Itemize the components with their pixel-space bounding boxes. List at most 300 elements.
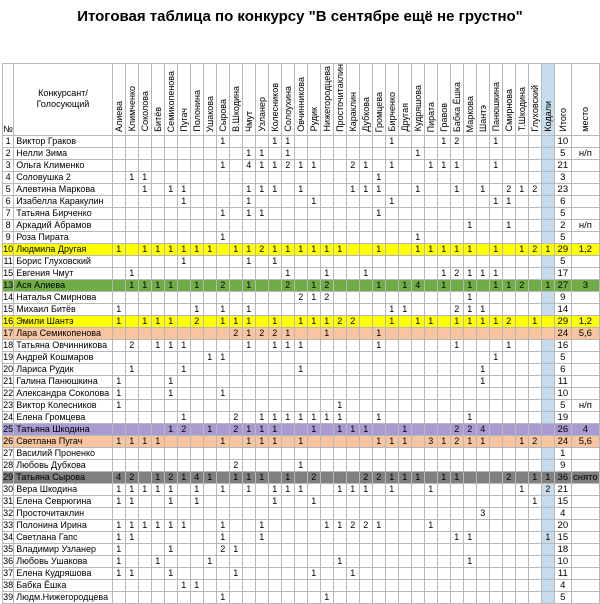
vote-cell — [268, 303, 281, 315]
vote-cell — [216, 339, 229, 351]
vote-cell: 2 — [528, 243, 541, 255]
judge-header — [320, 64, 333, 136]
vote-cell — [164, 363, 177, 375]
vote-cell — [112, 207, 125, 219]
vote-cell — [359, 591, 372, 603]
vote-cell — [112, 135, 125, 147]
vote-cell — [125, 555, 138, 567]
vote-cell — [372, 363, 385, 375]
vote-cell — [476, 159, 489, 171]
vote-cell — [528, 327, 541, 339]
ko-cell — [541, 591, 554, 603]
vote-cell — [359, 495, 372, 507]
place-cell — [571, 171, 599, 183]
vote-cell: 2 — [307, 471, 320, 483]
vote-cell — [333, 435, 346, 447]
vote-cell — [463, 579, 476, 591]
vote-cell — [424, 183, 437, 195]
vote-cell: 1 — [242, 471, 255, 483]
vote-cell: 1 — [372, 183, 385, 195]
vote-cell — [320, 423, 333, 435]
row-number: 37 — [3, 567, 14, 578]
vote-cell — [138, 375, 151, 387]
vote-cell — [346, 555, 359, 567]
vote-cell — [528, 579, 541, 591]
contestant-name: Бабка Ёшка — [14, 579, 112, 591]
judge-header — [528, 64, 541, 136]
vote-cell — [307, 579, 320, 591]
ko-cell — [541, 255, 554, 267]
vote-cell — [216, 399, 229, 411]
vote-cell — [398, 591, 411, 603]
vote-cell — [138, 255, 151, 267]
vote-cell: 1 — [112, 567, 125, 579]
vote-cell: 1 — [359, 159, 372, 171]
vote-cell — [216, 495, 229, 507]
vote-cell — [502, 555, 515, 567]
contestant-name: Евгения Чмут — [14, 267, 112, 279]
vote-cell: 1 — [177, 411, 190, 423]
vote-cell: 1 — [450, 531, 463, 543]
vote-cell — [112, 459, 125, 471]
table-row — [3, 351, 600, 363]
vote-cell — [112, 411, 125, 423]
vote-cell — [333, 135, 346, 147]
vote-cell — [411, 375, 424, 387]
vote-cell — [164, 435, 177, 447]
ko-cell — [541, 387, 554, 399]
vote-cell: 1 — [437, 471, 450, 483]
vote-cell — [112, 159, 125, 171]
vote-cell — [346, 447, 359, 459]
vote-cell — [320, 195, 333, 207]
vote-cell: 2 — [229, 411, 242, 423]
vote-cell — [515, 315, 528, 327]
vote-cell: 2 — [268, 327, 281, 339]
vote-cell — [320, 351, 333, 363]
vote-cell — [138, 267, 151, 279]
vote-cell — [502, 171, 515, 183]
vote-cell: 1 — [112, 543, 125, 555]
total-header — [554, 64, 571, 136]
vote-cell — [450, 483, 463, 495]
vote-cell — [294, 555, 307, 567]
vote-cell — [359, 387, 372, 399]
vote-cell: 1 — [164, 387, 177, 399]
vote-cell — [151, 567, 164, 579]
vote-cell: 1 — [242, 279, 255, 291]
vote-cell — [307, 255, 320, 267]
table-row — [3, 243, 600, 255]
vote-cell: 1 — [398, 435, 411, 447]
vote-cell — [320, 531, 333, 543]
vote-cell: 1 — [463, 555, 476, 567]
vote-cell: 2 — [346, 519, 359, 531]
table-row — [3, 531, 600, 543]
vote-cell — [216, 375, 229, 387]
vote-cell: 1 — [177, 183, 190, 195]
vote-cell — [268, 555, 281, 567]
vote-cell — [450, 447, 463, 459]
vote-cell — [216, 171, 229, 183]
vote-cell — [190, 231, 203, 243]
contestant-name: Полонина Ирина — [14, 519, 112, 531]
ko-cell — [541, 567, 554, 579]
vote-cell — [190, 219, 203, 231]
vote-cell — [515, 171, 528, 183]
vote-cell — [437, 207, 450, 219]
total-cell: 29 — [554, 315, 571, 327]
vote-cell: 1 — [437, 243, 450, 255]
vote-cell — [359, 543, 372, 555]
vote-cell — [515, 219, 528, 231]
vote-cell — [463, 339, 476, 351]
vote-cell: 1 — [385, 303, 398, 315]
vote-cell — [385, 291, 398, 303]
vote-cell — [346, 351, 359, 363]
vote-cell — [281, 579, 294, 591]
vote-cell: 1 — [151, 435, 164, 447]
vote-cell — [333, 171, 346, 183]
place-cell — [571, 591, 599, 603]
vote-cell — [216, 411, 229, 423]
vote-cell — [411, 327, 424, 339]
vote-cell — [489, 459, 502, 471]
vote-cell — [294, 543, 307, 555]
vote-cell — [138, 291, 151, 303]
vote-cell — [398, 531, 411, 543]
place-cell — [571, 351, 599, 363]
vote-cell — [177, 207, 190, 219]
contestant-name: Татьяна Шкодина — [14, 423, 112, 435]
contestant-name: Галина Панюшкина — [14, 375, 112, 387]
vote-cell — [476, 135, 489, 147]
vote-cell: 1 — [333, 243, 346, 255]
vote-cell — [489, 555, 502, 567]
vote-cell — [268, 519, 281, 531]
vote-cell — [346, 291, 359, 303]
vote-cell — [307, 303, 320, 315]
vote-cell — [424, 327, 437, 339]
vote-cell — [515, 387, 528, 399]
vote-cell: 1 — [216, 483, 229, 495]
vote-cell — [346, 495, 359, 507]
vote-cell: 1 — [242, 327, 255, 339]
row-number: 38 — [3, 579, 14, 590]
judge-header-label: Бирченко — [386, 92, 397, 132]
judge-header-label: Полонина — [191, 90, 202, 132]
place-cell: снято — [573, 471, 598, 483]
vote-cell — [463, 327, 476, 339]
vote-cell — [281, 171, 294, 183]
vote-cell: 1 — [216, 135, 229, 147]
vote-cell: 1 — [281, 147, 294, 159]
vote-cell: 1 — [164, 519, 177, 531]
vote-cell — [177, 531, 190, 543]
judge-header — [255, 64, 268, 136]
vote-cell — [281, 399, 294, 411]
vote-cell — [190, 183, 203, 195]
vote-cell — [307, 531, 320, 543]
vote-cell — [463, 159, 476, 171]
vote-cell — [151, 375, 164, 387]
vote-cell — [294, 207, 307, 219]
vote-cell — [528, 147, 541, 159]
vote-cell — [333, 507, 346, 519]
vote-cell — [333, 531, 346, 543]
vote-cell — [112, 579, 125, 591]
vote-cell — [190, 447, 203, 459]
vote-cell — [190, 459, 203, 471]
vote-cell — [424, 579, 437, 591]
vote-cell — [125, 183, 138, 195]
place-cell — [571, 531, 599, 543]
vote-cell — [502, 459, 515, 471]
vote-cell — [450, 567, 463, 579]
place-cell — [571, 255, 599, 267]
contestant-name: Михаил Битёв — [14, 303, 112, 315]
vote-cell: 1 — [138, 435, 151, 447]
vote-cell: 1 — [268, 423, 281, 435]
table-row — [3, 147, 600, 159]
vote-cell — [450, 351, 463, 363]
place-cell: 3 — [571, 279, 599, 291]
vote-cell — [359, 375, 372, 387]
vote-cell: 1 — [463, 291, 476, 303]
vote-cell — [320, 207, 333, 219]
vote-cell — [489, 531, 502, 543]
total-cell: 27 — [554, 279, 571, 291]
vote-cell: 2 — [320, 279, 333, 291]
vote-cell — [203, 459, 216, 471]
table-row — [3, 327, 600, 339]
vote-cell — [359, 327, 372, 339]
vote-cell — [255, 543, 268, 555]
vote-cell — [229, 171, 242, 183]
total-cell: 21 — [554, 159, 571, 171]
vote-cell — [151, 171, 164, 183]
vote-cell — [398, 183, 411, 195]
row-number: 6 — [3, 195, 14, 207]
vote-cell — [385, 567, 398, 579]
vote-cell — [229, 591, 242, 603]
vote-cell — [476, 207, 489, 219]
vote-cell — [229, 579, 242, 591]
vote-cell — [346, 459, 359, 471]
vote-cell — [528, 399, 541, 411]
vote-cell: 1 — [372, 279, 385, 291]
vote-cell: 1 — [294, 411, 307, 423]
vote-cell — [268, 219, 281, 231]
table-row — [3, 195, 600, 207]
vote-cell: 1 — [294, 315, 307, 327]
vote-cell — [255, 399, 268, 411]
vote-cell: 1 — [333, 411, 346, 423]
vote-cell: 1 — [385, 315, 398, 327]
header-row — [3, 64, 600, 136]
vote-cell — [372, 255, 385, 267]
vote-cell: 1 — [190, 279, 203, 291]
vote-cell — [294, 303, 307, 315]
place-cell — [571, 303, 599, 315]
vote-cell — [177, 507, 190, 519]
vote-cell — [372, 579, 385, 591]
vote-cell — [528, 591, 541, 603]
vote-cell — [190, 435, 203, 447]
vote-cell — [112, 171, 125, 183]
vote-cell — [229, 279, 242, 291]
vote-cell: 1 — [281, 135, 294, 147]
vote-cell — [307, 147, 320, 159]
ko-cell — [541, 303, 554, 315]
vote-cell — [502, 375, 515, 387]
judge-header-label: Караклин — [347, 92, 358, 132]
vote-cell — [242, 231, 255, 243]
vote-cell — [476, 411, 489, 423]
table-row — [3, 303, 600, 315]
vote-cell — [385, 243, 398, 255]
vote-cell — [437, 231, 450, 243]
judge-header — [268, 64, 281, 136]
vote-cell — [333, 387, 346, 399]
vote-cell — [372, 351, 385, 363]
vote-cell — [177, 291, 190, 303]
vote-cell — [424, 591, 437, 603]
vote-cell — [255, 291, 268, 303]
vote-cell: 1 — [411, 183, 424, 195]
vote-cell — [281, 255, 294, 267]
vote-cell — [346, 195, 359, 207]
vote-cell — [411, 459, 424, 471]
vote-cell — [476, 291, 489, 303]
vote-cell: 1 — [255, 159, 268, 171]
ko-cell — [541, 447, 554, 459]
vote-cell — [138, 195, 151, 207]
vote-cell — [294, 495, 307, 507]
vote-cell — [164, 591, 177, 603]
vote-cell — [502, 159, 515, 171]
total-cell: 5 — [554, 351, 571, 363]
vote-cell: 1 — [294, 363, 307, 375]
vote-cell: 1 — [268, 411, 281, 423]
vote-cell — [203, 363, 216, 375]
total-cell: 11 — [554, 375, 571, 387]
total-cell: 1 — [554, 447, 571, 459]
judge-header-label: Ушакова — [204, 95, 215, 132]
vote-cell — [307, 135, 320, 147]
vote-cell: 1 — [112, 519, 125, 531]
vote-cell: 1 — [164, 423, 177, 435]
vote-cell — [229, 147, 242, 159]
vote-cell — [515, 267, 528, 279]
vote-cell — [437, 291, 450, 303]
vote-cell — [411, 195, 424, 207]
vote-cell — [463, 195, 476, 207]
table-row — [3, 339, 600, 351]
vote-cell — [164, 555, 177, 567]
vote-cell: 1 — [255, 435, 268, 447]
ko-cell — [541, 495, 554, 507]
judge-header — [359, 64, 372, 136]
vote-cell — [255, 351, 268, 363]
vote-cell: 2 — [346, 159, 359, 171]
contestant-name: Соловушка 2 — [14, 171, 112, 183]
vote-cell — [398, 219, 411, 231]
vote-cell — [385, 423, 398, 435]
vote-cell — [528, 159, 541, 171]
vote-cell — [138, 219, 151, 231]
vote-cell — [268, 231, 281, 243]
vote-cell: 1 — [385, 135, 398, 147]
vote-cell — [528, 567, 541, 579]
vote-cell — [476, 219, 489, 231]
vote-cell: 2 — [372, 471, 385, 483]
vote-cell — [411, 207, 424, 219]
vote-cell — [398, 243, 411, 255]
vote-cell — [411, 387, 424, 399]
vote-cell — [112, 147, 125, 159]
vote-cell — [411, 483, 424, 495]
vote-cell — [125, 291, 138, 303]
judge-header-label: Кудряшова — [412, 85, 423, 132]
vote-cell — [112, 447, 125, 459]
vote-cell — [528, 339, 541, 351]
vote-cell — [216, 471, 229, 483]
row-number: 25 — [3, 423, 14, 434]
vote-cell — [151, 459, 164, 471]
vote-cell — [307, 339, 320, 351]
vote-cell — [242, 219, 255, 231]
vote-cell — [398, 147, 411, 159]
judge-header — [294, 64, 307, 136]
total-cell: 21 — [554, 483, 571, 495]
vote-cell — [281, 183, 294, 195]
vote-cell — [359, 507, 372, 519]
vote-cell — [255, 387, 268, 399]
vote-cell — [398, 483, 411, 495]
judge-header-label: Панюшкина — [490, 82, 501, 132]
vote-cell — [463, 507, 476, 519]
vote-cell — [346, 591, 359, 603]
row-number: 30 — [3, 483, 14, 494]
place-header — [571, 64, 599, 136]
contestant-name: Елена Громцева — [14, 411, 112, 423]
contestant-name: Людмила Другая — [14, 243, 112, 255]
vote-cell — [229, 495, 242, 507]
vote-cell — [515, 399, 528, 411]
vote-cell — [216, 183, 229, 195]
vote-cell: 1 — [398, 279, 411, 291]
vote-cell — [177, 303, 190, 315]
vote-cell: 1 — [255, 147, 268, 159]
vote-cell — [502, 399, 515, 411]
vote-cell — [190, 423, 203, 435]
vote-cell — [437, 411, 450, 423]
judge-header-label: Семикопенова — [165, 70, 176, 132]
row-number: 36 — [3, 555, 14, 566]
vote-cell — [203, 327, 216, 339]
vote-cell — [190, 147, 203, 159]
ko-cell — [541, 555, 554, 567]
vote-cell: 1 — [307, 315, 320, 327]
vote-cell — [294, 519, 307, 531]
vote-cell — [359, 135, 372, 147]
vote-cell — [489, 207, 502, 219]
vote-cell — [437, 315, 450, 327]
ko-cell — [541, 267, 554, 279]
ko-cell — [541, 423, 554, 435]
vote-cell: 1 — [385, 435, 398, 447]
